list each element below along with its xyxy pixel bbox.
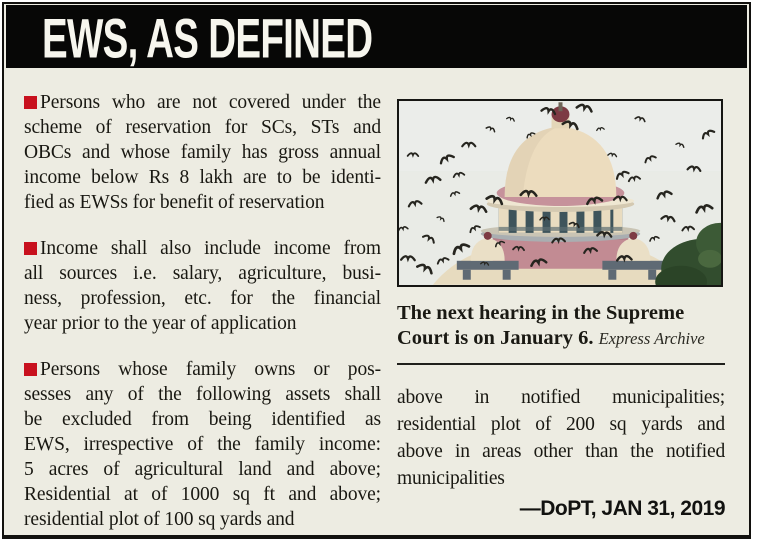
text-line: Income shall also include income from	[24, 236, 381, 261]
bullet-square-icon	[24, 363, 37, 376]
text-line: year prior to the year of application	[24, 313, 297, 334]
text-line: Persons whose family owns or pos-	[24, 357, 381, 382]
text-line: ness, profession, etc. for the financial	[24, 288, 381, 309]
text-line: EWS, irrespective of the family income:	[24, 434, 381, 455]
text-line: residential plot of 200 sq yards and	[397, 414, 725, 435]
text-line: residential plot of 100 sq yards and	[24, 509, 295, 530]
photo-caption	[397, 301, 725, 351]
text-line: fied as EWSs for benefit of reservation	[24, 192, 325, 213]
page-title: EWS, AS DEFINED	[42, 5, 373, 70]
left-column	[24, 90, 381, 545]
text-line: income below Rs 8 lakh are to be identi-	[24, 167, 381, 188]
text-line: above in notified municipalities;	[397, 387, 725, 408]
supreme-court-photo	[399, 101, 721, 285]
text-line: municipalities	[397, 468, 505, 489]
bullet-paragraph	[24, 236, 381, 336]
text-line: Persons who are not covered under the	[24, 90, 381, 115]
text-line: above in areas other than the notified	[397, 441, 725, 462]
text-line: OBCs and whose family has gross annual	[24, 142, 381, 163]
bullet-square-icon	[24, 96, 37, 109]
text-line: 5 acres of agricultural land and above;	[24, 459, 381, 480]
text-line: sesses any of the following assets shall	[24, 384, 381, 405]
bullet-paragraph	[24, 90, 381, 215]
attribution: —DoPT, JAN 31, 2019	[519, 497, 725, 520]
bullet-square-icon	[24, 242, 37, 255]
caption-text: The next hearing in the Supreme Court is on January 6.	[397, 302, 685, 349]
right-column	[397, 99, 725, 521]
text-line: Residential at of 1000 sq ft and above;	[24, 484, 381, 505]
text-line: be excluded from being identified as	[24, 409, 381, 430]
text-line: scheme of reservation for SCs, STs and	[24, 117, 381, 138]
caption-divider	[397, 363, 725, 365]
photo-frame	[397, 99, 723, 287]
text-line: all sources i.e. salary, agriculture, busi-	[24, 263, 381, 284]
caption-credit: Express Archive	[598, 329, 705, 348]
continuation-paragraph	[397, 384, 725, 492]
infographic-box	[2, 2, 751, 539]
header-bar	[6, 5, 747, 68]
bullet-paragraph	[24, 357, 381, 532]
